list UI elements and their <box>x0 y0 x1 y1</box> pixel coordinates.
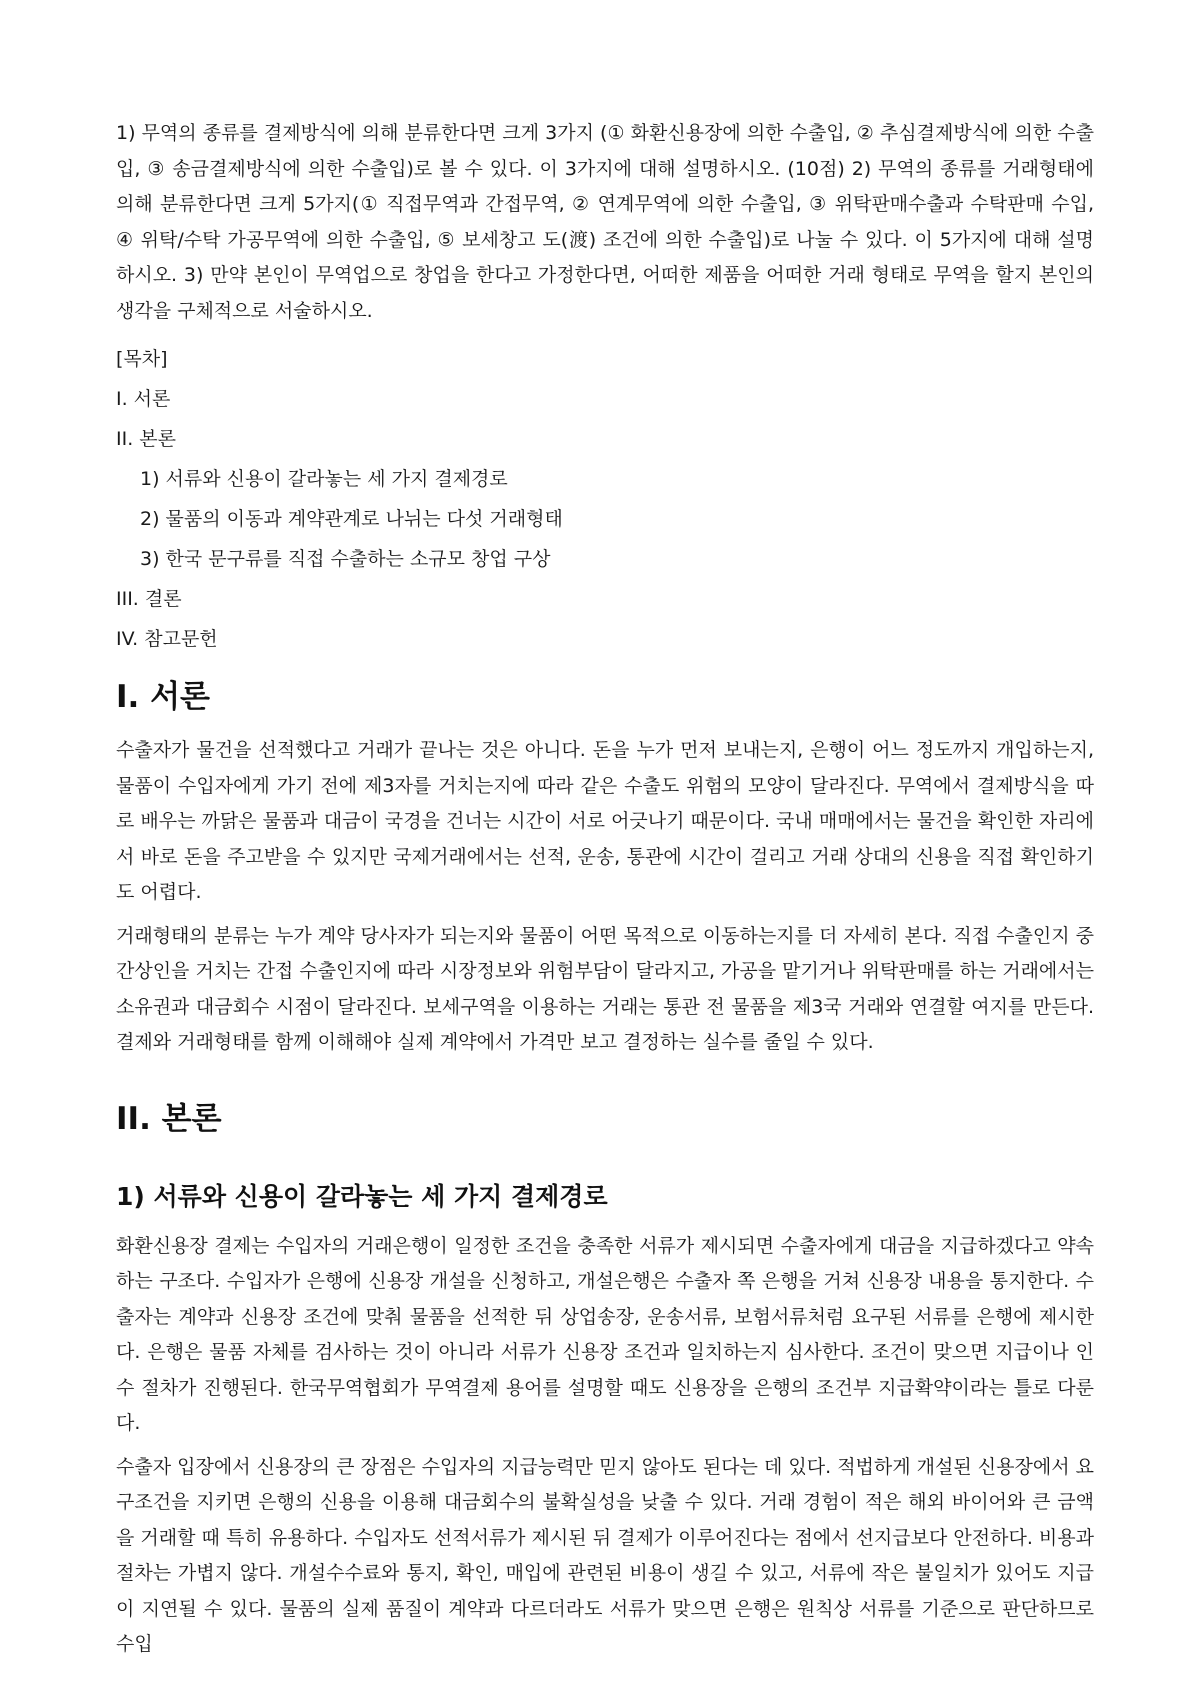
assignment-prompt: 1) 무역의 종류를 결제방식에 의해 분류한다면 크게 3가지 (① 화환신용장에 의한 수출입, ② 추심결제방식에 의한 수출입, ③ 송금결제방식에 의한 수출입)로 볼 수 있다. 이 3가지에 대해 설명하시오. (10점) 2) 무역의 종류를 거래형태에 의해 분류한다면 크게 5가지(① 직접무역과 간접무역, ② 연계무역에 의한 수출입, ③ 위탁판매수출과 수탁판매 수입, ④ 위탁/수탁 가공무역에 의한 수출입, ⑤ 보세창고 도(渡) 조건에 의한 수출입)로 나눌 수 있다. 이 5가지에 대해 설명하시오. 3) 만약 본인이 무역업으로 창업을 한다고 가정한다면, 어떠한 제품을 어떠한 거래 형태로 무역을 할지 본인의 생각을 구체적으로 서술하시오. <box>116 122 1094 322</box>
section-title-body: II. 본론 <box>116 1100 222 1137</box>
toc-item-intro: I. 서론 <box>116 388 171 410</box>
section-title-intro: I. 서론 <box>116 679 210 715</box>
toc-item-conclusion: III. 결론 <box>116 588 182 610</box>
toc-heading: [목차] <box>116 348 168 370</box>
intro-paragraph: 수출자가 물건을 선적했다고 거래가 끝나는 것은 아니다. 돈을 누가 먼저 보내는지, 은행이 어느 정도까지 개입하는지, 물품이 수입자에게 가기 전에 제3자를 거치는지에 따라 같은 수출도 위험의 모양이 달라진다. 무역에서 결제방식을 따로 배우는 까닭은 물품과 대금이 국경을 건너는 시간이 서로 어긋나기 때문이다. 국내 매매에서는 물건을 확인한 자리에서 바로 돈을 주고받을 수 있지만 국제거래에서는 선적, 운송, 통관에 시간이 걸리고 거래 상대의 신용을 직접 확인하기도 어렵다. <box>116 739 1094 903</box>
toc-item-body: II. 본론 <box>116 428 176 450</box>
table-of-contents <box>116 339 1094 659</box>
toc-item-body-sub3: 3) 한국 문구류를 직접 수출하는 소규모 창업 구상 <box>140 548 551 570</box>
body-paragraph: 화환신용장 결제는 수입자의 거래은행이 일정한 조건을 충족한 서류가 제시되면 수출자에게 대금을 지급하겠다고 약속하는 구조다. 수입자가 은행에 신용장 개설을 신청하고, 개설은행은 수출자 쪽 은행을 거쳐 신용장 내용을 통지한다. 수출자는 계약과 신용장 조건에 맞춰 물품을 선적한 뒤 상업송장, 운송서류, 보험서류처럼 요구된 서류를 은행에 제시한다. 은행은 물품 자체를 검사하는 것이 아니라 서류가 신용장 조건과 일치하는지 심사한다. 조건이 맞으면 지급이나 인수 절차가 진행된다. 한국무역협회가 무역결제 용어를 설명할 때도 신용장을 은행의 조건부 지급확약이라는 틀로 다룬다. <box>116 1234 1094 1434</box>
body-paragraph: 수출자 입장에서 신용장의 큰 장점은 수입자의 지급능력만 믿지 않아도 된다는 데 있다. 적법하게 개설된 신용장에서 요구조건을 지키면 은행의 신용을 이용해 대금회수의 불확실성을 낮출 수 있다. 거래 경험이 적은 해외 바이어와 큰 금액을 거래할 때 특히 유용하다. 수입자도 선적서류가 제시된 뒤 결제가 이루어진다는 점에서 선지급보다 안전하다. 비용과 절차는 가볍지 않다. 개설수수료와 통지, 확인, 매입에 관련된 비용이 생길 수 있고, 서류에 작은 불일치가 있어도 지급이 지연될 수 있다. 물품의 실제 품질이 계약과 다르더라도 서류가 맞으면 은행은 원칙상 서류를 기준으로 판단하므로 수입 <box>116 1455 1094 1655</box>
toc-item-body-sub1: 1) 서류와 신용이 갈라놓는 세 가지 결제경로 <box>140 468 508 490</box>
toc-item-body-sub2: 2) 물품의 이동과 계약관계로 나뉘는 다섯 거래형태 <box>140 508 563 530</box>
intro-paragraph: 거래형태의 분류는 누가 계약 당사자가 되는지와 물품이 어떤 목적으로 이동하는지를 더 자세히 본다. 직접 수출인지 중간상인을 거치는 간접 수출인지에 따라 시장정보와 위험부담이 달라지고, 가공을 맡기거나 위탁판매를 하는 거래에서는 소유권과 대금회수 시점이 달라진다. 보세구역을 이용하는 거래는 통관 전 물품을 제3국 거래와 연결할 여지를 만든다. 결제와 거래형태를 함께 이해해야 실제 계약에서 가격만 보고 결정하는 실수를 줄일 수 있다. <box>116 924 1094 1053</box>
subsection-title-payment: 1) 서류와 신용이 갈라놓는 세 가지 결제경로 <box>116 1181 608 1211</box>
toc-item-references: IV. 참고문헌 <box>116 628 218 650</box>
